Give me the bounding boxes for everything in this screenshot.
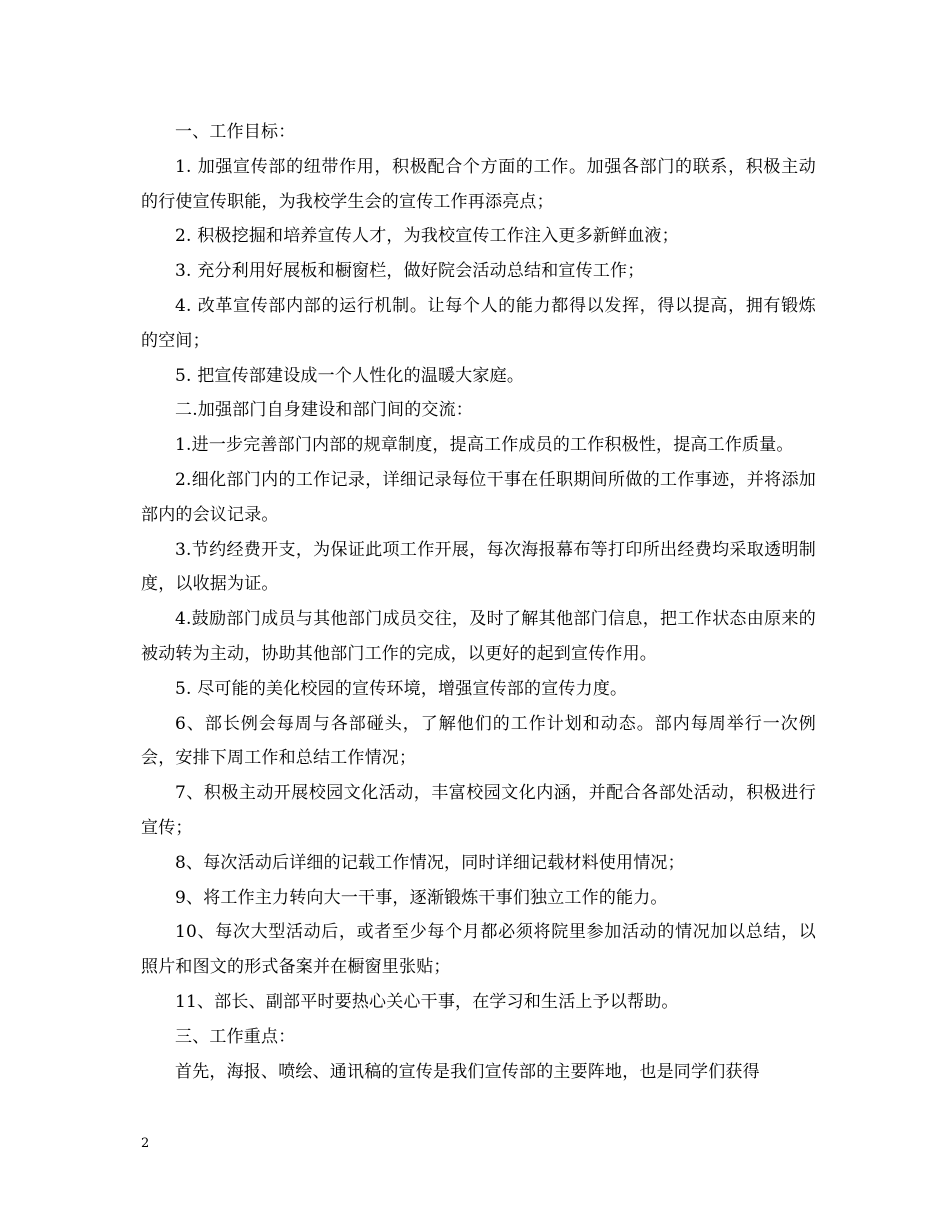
paragraph: 7、积极主动开展校园文化活动，丰富校园文化内涵，并配合各部处活动，积极进行宣传； — [141, 783, 816, 838]
paragraph: 10、每次大型活动后，或者至少每个月都必须将院里参加活动的情况加以总结，以照片和图文的形式备案并在橱窗里张贴； — [141, 922, 816, 978]
heading-department-building: 二.加强部门自身建设和部门间的交流： — [175, 400, 474, 421]
paragraph: 2. 积极挖掘和培养宣传人才，为我校宣传工作注入更多新鲜血液； — [175, 226, 679, 247]
paragraph: 3.节约经费开支，为保证此项工作开展，每次海报幕布等打印所出经费均采取透明制度，以收据为证。 — [141, 539, 816, 595]
paragraph: 11、部长、副部平时要热心关心干事，在学习和生活上予以帮助。 — [175, 991, 679, 1012]
paragraph: 1. 加强宣传部的纽带作用，积极配合个方面的工作。加强各部门的联系，积极主动的行使宣传职能，为我校学生会的宣传工作再添亮点； — [141, 156, 816, 212]
paragraph: 9、将工作主力转向大一干事，逐渐锻炼干事们独立工作的能力。 — [175, 887, 668, 908]
paragraph: 6、部长例会每周与各部碰头，了解他们的工作计划和动态。部内每周举行一次例会，安排下周工作和总结工作情况； — [141, 713, 816, 769]
page-number: 2 — [141, 1136, 150, 1151]
paragraph: 3. 充分利用好展板和橱窗栏，做好院会活动总结和宣传工作； — [175, 261, 645, 282]
paragraph: 1.进一步完善部门内部的规章制度，提高工作成员的工作积极性，提高工作质量。 — [175, 435, 794, 456]
heading-work-focus: 三、工作重点： — [175, 1026, 296, 1047]
paragraph: 4. 改革宣传部内部的运行机制。让每个人的能力都得以发挥，得以提高，拥有锻炼的空间； — [141, 295, 816, 351]
paragraph: 8、每次活动后详细的记载工作情况，同时详细记载材料使用情况； — [175, 852, 685, 873]
paragraph: 首先，海报、喷绘、通讯稿的宣传是我们宣传部的主要阵地，也是同学们获得 — [175, 1061, 760, 1082]
paragraph: 4.鼓励部门成员与其他部门成员交往，及时了解其他部门信息，把工作状态由原来的被动转为主动，协助其他部门工作的完成，以更好的起到宣传作用。 — [141, 609, 816, 664]
paragraph: 2.细化部门内的工作记录，详细记录每位干事在任职期间所做的工作事迹，并将添加部内的会议记录。 — [141, 469, 816, 525]
document-body — [141, 115, 816, 1089]
paragraph: 5. 把宣传部建设成一个人性化的温暖大家庭。 — [175, 365, 525, 386]
paragraph: 5. 尽可能的美化校园的宣传环境，增强宣传部的宣传力度。 — [175, 678, 628, 699]
heading-work-goals: 一、工作目标： — [175, 122, 296, 142]
